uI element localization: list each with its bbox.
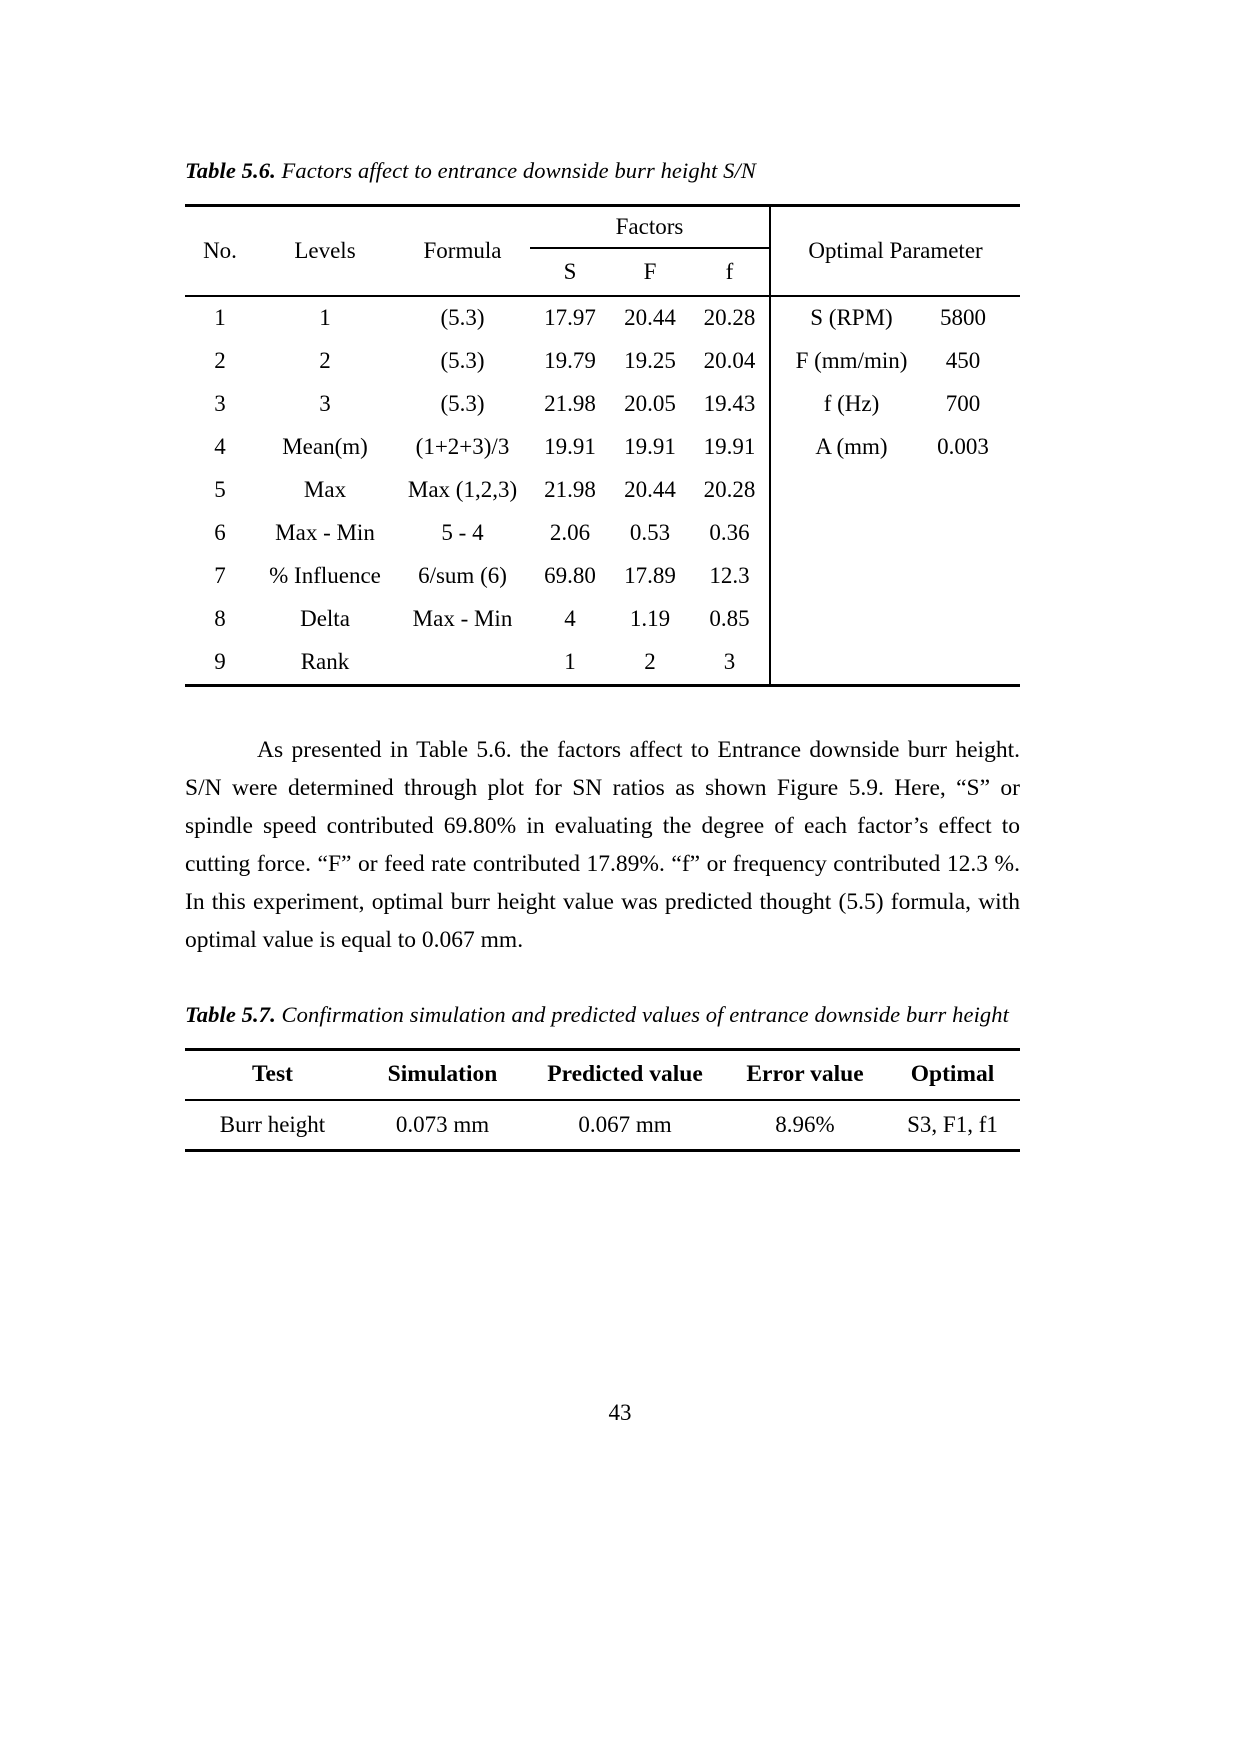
th-factors-group: Factors	[530, 205, 770, 248]
cell-formula	[395, 641, 530, 686]
cell-levels: 1	[255, 296, 395, 340]
cell-no: 4	[214, 434, 226, 460]
cell-formula: (1+2+3)/3	[415, 434, 510, 460]
th-simulation: Simulation	[360, 1049, 525, 1100]
cell-no: 9	[214, 649, 226, 675]
cell-F: 17.89	[624, 563, 676, 589]
cell-S: 21.98	[544, 391, 596, 417]
table-row	[185, 426, 1020, 469]
cell-optimal-value: 450	[945, 348, 981, 374]
cell-f: 0.36	[709, 520, 750, 546]
table-row	[185, 383, 1020, 426]
cell-test: Burr height	[185, 1100, 360, 1151]
cell-optimal: S3, F1, f1	[885, 1100, 1020, 1151]
th-factor-s: S	[530, 248, 610, 296]
cell-S: 2.06	[549, 520, 591, 546]
cell-no: 8	[214, 606, 226, 632]
cell-error-value: 8.96%	[725, 1100, 885, 1151]
th-optimal: Optimal	[885, 1049, 1020, 1100]
cell-F: 19.25	[624, 348, 676, 374]
cell-optimal-empty	[770, 512, 1020, 555]
cell-S: 19.91	[544, 434, 596, 460]
cell-no: 7	[214, 563, 226, 589]
cell-F: 2	[644, 649, 656, 675]
cell-optimal-empty	[770, 555, 1020, 598]
cell-f: 20.28	[690, 296, 770, 340]
th-test: Test	[185, 1049, 360, 1100]
body-paragraph	[185, 731, 1020, 959]
cell-optimal-name: A (mm)	[770, 426, 920, 469]
cell-levels: Rank	[300, 649, 350, 675]
cell-formula: (5.3)	[395, 296, 530, 340]
cell-F: 1.19	[629, 606, 671, 632]
cell-formula: Max (1,2,3)	[407, 477, 518, 503]
table-5-7-caption	[185, 999, 1020, 1032]
cell-levels: Mean(m)	[282, 434, 368, 460]
cell-f: 19.43	[703, 391, 756, 417]
cell-formula: Max - Min	[412, 606, 513, 632]
th-error-value: Error value	[725, 1049, 885, 1100]
cell-optimal-name: f (Hz)	[770, 383, 920, 426]
cell-f: 20.28	[703, 477, 756, 503]
cell-levels: 3	[319, 391, 331, 417]
table-row	[185, 598, 1020, 641]
th-factor-F: F	[610, 248, 690, 296]
cell-formula: 6/sum (6)	[418, 563, 507, 589]
cell-no: 6	[214, 520, 226, 546]
cell-F: 19.91	[624, 434, 676, 460]
cell-optimal-value: 700	[945, 391, 981, 417]
cell-S: 69.80	[544, 563, 596, 589]
th-levels: Levels	[255, 205, 395, 296]
cell-levels: Delta	[300, 606, 350, 632]
cell-no: 1	[185, 296, 255, 340]
th-formula: Formula	[395, 205, 530, 296]
cell-f: 20.04	[703, 348, 756, 374]
cell-S: 21.98	[544, 477, 596, 503]
cell-no: 5	[214, 477, 226, 503]
cell-optimal-empty	[770, 598, 1020, 641]
table-5-6-caption-number: Table 5.6.	[185, 158, 276, 183]
cell-optimal-name: F (mm/min)	[770, 340, 920, 383]
cell-no: 2	[214, 348, 226, 374]
body-paragraph-text: As presented in Table 5.6. the factors affect to Entrance downside burr height. S/N were determined through plot for SN ratios as shown Figure 5.9. Here, “S” or spindle speed contributed 69.80% in evaluating the degree of each factor’s effect to cutting force. “F” or feed rate contributed 17.89%. “f” or frequency contributed 12.3 %. In this experiment, optimal burr height value was predicted thought (5.5) formula, with optimal value is equal to 0.067 mm.	[185, 736, 1020, 953]
cell-f: 19.91	[703, 434, 756, 460]
cell-f: 0.85	[709, 606, 750, 632]
table-row	[185, 469, 1020, 512]
th-factor-f: f	[690, 248, 770, 296]
cell-S: 4	[564, 606, 576, 632]
cell-formula: (5.3)	[440, 348, 485, 374]
cell-optimal-empty	[770, 641, 1020, 686]
th-no: No.	[185, 205, 255, 296]
table-5-7-caption-text: Confirmation simulation and predicted values of entrance downside burr height	[281, 1002, 1009, 1027]
cell-levels: Max	[303, 477, 347, 503]
table-row	[185, 512, 1020, 555]
cell-S: 1	[564, 649, 576, 675]
table-row	[185, 555, 1020, 598]
cell-predicted-value: 0.067 mm	[525, 1100, 725, 1151]
table-5-6-top-rule	[185, 205, 1020, 248]
cell-levels: Max - Min	[275, 520, 375, 546]
table-5-7	[185, 1048, 1020, 1152]
cell-levels: % Influence	[269, 563, 381, 589]
cell-F: 20.05	[624, 391, 676, 417]
table-5-6	[185, 204, 1020, 687]
cell-no: 3	[214, 391, 226, 417]
table-5-7-bottom-rule	[185, 1150, 1020, 1152]
cell-F: 20.44	[610, 296, 690, 340]
cell-formula: 5 - 4	[441, 520, 484, 546]
page-number: 43	[608, 1400, 632, 1425]
table-row	[185, 641, 1020, 686]
table-row	[185, 1100, 1020, 1151]
table-5-6-bottom-rule	[185, 685, 1020, 687]
cell-F: 0.53	[629, 520, 671, 546]
cell-optimal-value: 0.003	[937, 434, 989, 460]
th-predicted-value: Predicted value	[525, 1049, 725, 1100]
cell-levels: 2	[319, 348, 331, 374]
table-5-7-header-row	[185, 1049, 1020, 1100]
cell-F: 20.44	[624, 477, 676, 503]
cell-optimal-name: S (RPM)	[770, 296, 920, 340]
cell-simulation: 0.073 mm	[360, 1100, 525, 1151]
table-5-6-caption	[185, 155, 1020, 188]
cell-S: 19.79	[544, 348, 596, 374]
page-content	[185, 155, 1020, 1152]
cell-S: 17.97	[530, 296, 610, 340]
th-optimal-parameter: Optimal Parameter	[770, 205, 1020, 296]
cell-optimal-value: 5800	[920, 296, 1020, 340]
cell-optimal-empty	[770, 469, 1020, 512]
cell-f: 3	[723, 649, 736, 675]
cell-f: 12.3	[709, 563, 750, 589]
table-row	[185, 340, 1020, 383]
body-paragraph-wrapper	[185, 731, 1020, 959]
cell-formula: (5.3)	[440, 391, 485, 417]
table-5-6-caption-text: Factors affect to entrance downside burr height S/N	[281, 158, 756, 183]
table-5-7-caption-number: Table 5.7.	[185, 1002, 276, 1027]
table-row	[185, 296, 1020, 340]
